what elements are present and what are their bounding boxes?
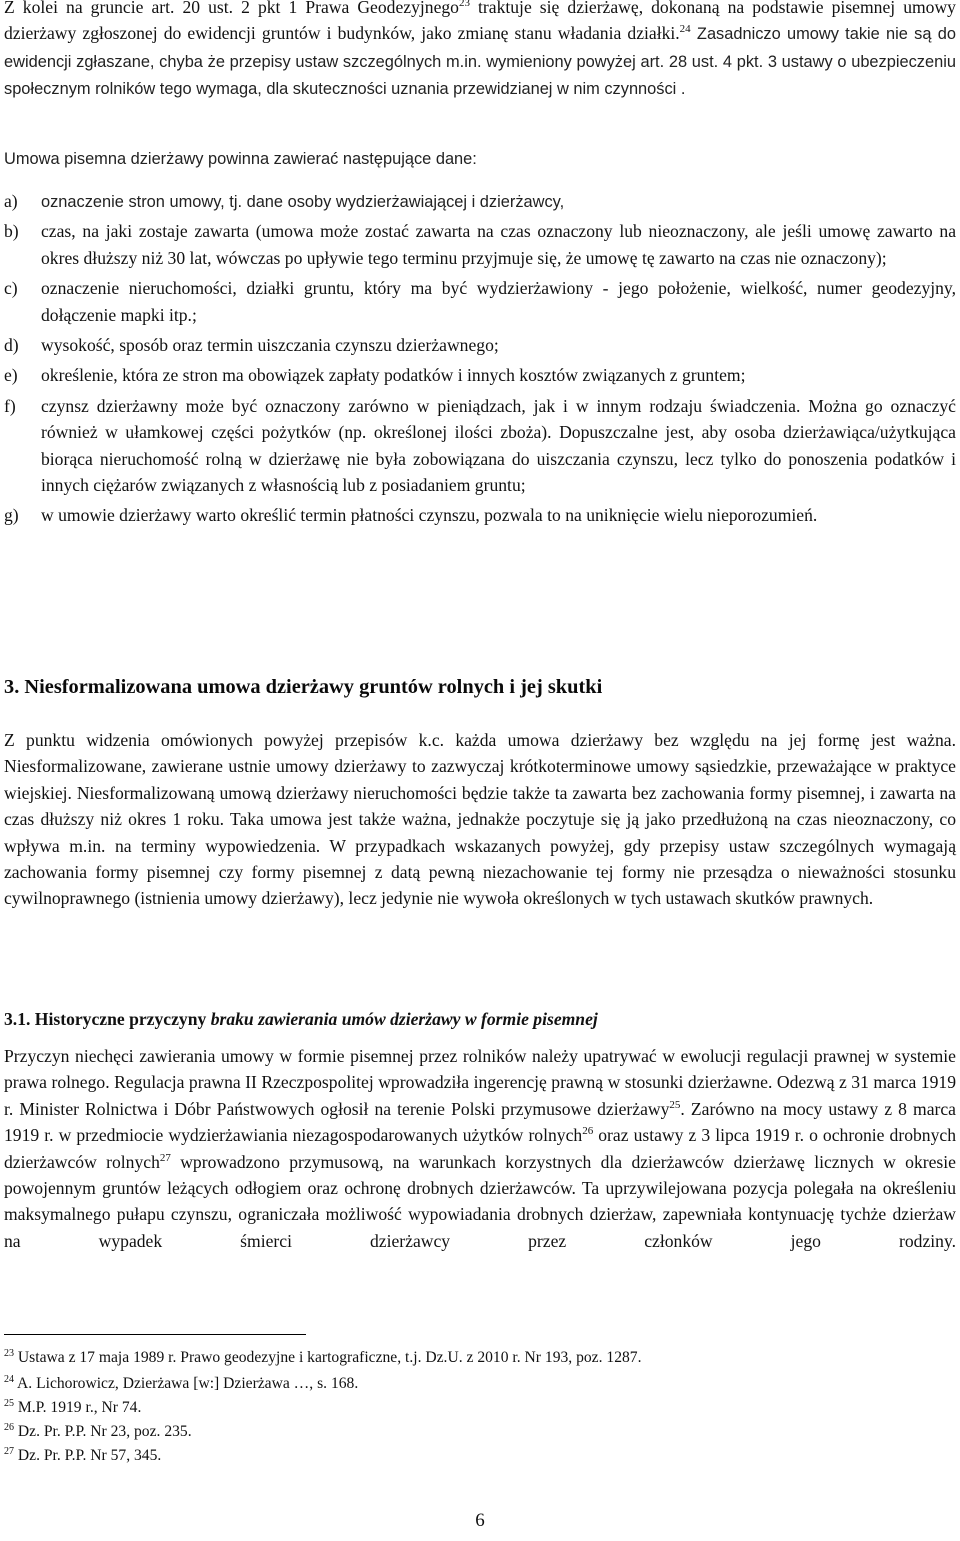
- subsection-text-1: Przyczyn niechęci zawierania umowy w formie pisemnej przez rolników należy upatrywać w ewolucji regulacji prawnej w systemie prawa rolnego. Regulacja prawna II Rzeczpospolitej wprowadziła ingerencję prawną w stosunki dzierżawne. Odezwą z 31 marca 1919 r. Minister Rolnictwa i Dóbr Państwowych ogłosił na terenie Polski przymusowe dzierżawy: [4, 1046, 956, 1119]
- list-item-label: b): [4, 221, 19, 242]
- intro-text-2: traktuje się dzierżawę, dokonaną na podstawie pisemnej umowy dzierżawy zgłoszonej do ewidencji gruntów i budynków, jako zmianę stanu władania działki.: [4, 0, 956, 44]
- footnote: [4, 1373, 358, 1395]
- footnote-ref-26: 26: [582, 1125, 594, 1138]
- list-item: [4, 188, 956, 215]
- footnote-text: Dz. Pr. P.P. Nr 23, poz. 235.: [17, 1423, 192, 1440]
- list-item-text: oznaczenie stron umowy, tj. dane osoby wydzierżawiającej i dzierżawcy,: [41, 193, 565, 211]
- list-item: [4, 218, 956, 271]
- list-item-label: a): [4, 191, 18, 211]
- list-item-text: określenie, która ze stron ma obowiązek zapłaty podatków i innych kosztów związanych z gruntem;: [41, 365, 746, 386]
- footnote-ref-23: 23: [458, 0, 470, 9]
- list-item: [4, 393, 956, 499]
- footnote: [4, 1421, 192, 1443]
- footnote-text: A. Lichorowicz, Dzierżawa [w:] Dzierżawa …, s. 168.: [17, 1375, 359, 1392]
- subsection-body: [4, 1043, 956, 1254]
- footnote-ref-24: 24: [679, 23, 691, 36]
- requirements-list: [4, 188, 956, 529]
- footnote-number: 25: [4, 1398, 14, 1409]
- list-item-text: w umowie dzierżawy warto określić termin płatności czynszu, pozwala to na uniknięcie wielu nieporozumień.: [41, 505, 818, 526]
- subsection-heading: [4, 1009, 598, 1030]
- footnote: [4, 1347, 641, 1369]
- section-heading: 3. Niesformalizowana umowa dzierżawy gruntów rolnych i jej skutki: [4, 676, 603, 698]
- list-item-label: e): [4, 365, 18, 386]
- footnote-number: 27: [4, 1446, 14, 1457]
- footnote-text: Dz. Pr. P.P. Nr 57, 345.: [17, 1447, 162, 1464]
- footnote: [4, 1397, 141, 1419]
- list-item: [4, 362, 956, 388]
- subsection-text-3: oraz ustawy z 3 lipca 1919 r. o ochronie drobnych dzierżawców rolnych: [4, 1125, 957, 1172]
- list-item-label: f): [4, 395, 16, 416]
- footnote-number: 23: [4, 1348, 14, 1359]
- subsection-number: 3.1.: [4, 1009, 31, 1029]
- subsection-text-4: wprowadzono przymusową, na warunkach korzystnych dla dzierżawców dzierżawę licznych w okresie powojennym gruntów leżących odłogiem oraz ochronę drobnych dzierżawców. Ta uprzywilejowana pozycja polegała na określeniu maksymalnego pułapu czynszu, ograniczała możliwość wypowiadania drobnych dzierżaw, zapewniała kontynuację tychże dzierżaw na wypadek śmierci dzierżawcy przez członków jego rodziny.: [4, 1151, 956, 1251]
- list-item: [4, 332, 956, 358]
- footnote-number: 24: [4, 1374, 14, 1385]
- subsection-title-italic: braku zawierania umów dzierżawy w formie pisemnej: [210, 1009, 598, 1029]
- section-body: Z punktu widzenia omówionych powyżej przepisów k.c. każda umowa dzierżawy bez względu na jej formę jest ważna. Niesformalizowane, zawierane ustnie umowy dzierżawy to zazwyczaj krótkoterminowe umowy sąsiedzkie, przeważające w praktyce wiejskiej. Niesformalizowaną umową dzierżawy nieruchomości będzie także ta zawarta bez zachowania formy pisemnej, i zawarta na czas dłuższy niż okres 1 roku. Taka umowa jest także ważna, jednakże poczytuje się ją jako przedłużoną na czas nieoznaczony, co wpływa m.in. na terminy wypowiedzenia. W przypadkach wskazanych powyżej, gdy przepisy ustaw szczególnych wymagają zachowania formy pisemnej czy formy pisemnej z datą pewną niezachowanie tej formy nie przesądza o nieważności stosunku cywilnoprawnego (istnienia umowy dzierżawy), lecz jedynie nie wywoła określonych w tych ustawach skutków prawnych.: [4, 730, 956, 909]
- list-item-text: wysokość, sposób oraz termin uiszczania czynszu dzierżawnego;: [41, 335, 499, 356]
- list-item-text: czas, na jaki zostaje zawarta (umowa może zostać zawarta na czas oznaczony lub nieoznaczony, ale jeśli umowę zawarto na okres dłuższy niż 30 lat, wówczas po upływie tego terminu przyjmuje się, że umowę tę zawarto na czas nie oznaczony);: [41, 221, 956, 268]
- footnote-ref-25: 25: [669, 1098, 681, 1111]
- list-item: [4, 275, 956, 328]
- intro-text-1: Z kolei na gruncie art. 20 ust. 2 pkt 1 Prawa Geodezyjnego: [4, 0, 459, 17]
- list-item-text: czynsz dzierżawny może być oznaczony zarówno w pieniądzach, jak i w innym rodzaju świadczenia. Można go oznaczyć również w ułamkowej części pożytków (np. określonej ilości zboża). Dopuszczalne jest, aby osoba dzierżawiąca/użytkująca biorąca nieruchomość rolną w dzierżawę nie była zobowiązana do uiszczania czynszu, lecz tylko do ponoszenia podatków i innych ciężarów związanych z własnością lub z posiadaniem gruntu;: [41, 395, 956, 496]
- list-item-label: g): [4, 505, 19, 526]
- list-item-label: d): [4, 335, 19, 356]
- footnote-separator: [4, 1334, 306, 1335]
- intro-paragraph: [4, 0, 956, 103]
- page-number: 6: [475, 1510, 485, 1531]
- list-intro: Umowa pisemna dzierżawy powinna zawierać następujące dane:: [4, 150, 477, 168]
- footnote: [4, 1445, 161, 1467]
- footnote-text: M.P. 1919 r., Nr 74.: [17, 1399, 142, 1416]
- footnote-number: 26: [4, 1422, 14, 1433]
- subsection-title-bold: Historyczne przyczyny: [30, 1009, 211, 1029]
- list-item-text: oznaczenie nieruchomości, działki gruntu, który ma być wydzierżawiony - jego położenie, wielkość, numer geodezyjny, dołączenie mapki itp.;: [41, 278, 956, 325]
- footnote-ref-27: 27: [159, 1151, 171, 1164]
- subsection-text-2: . Zarówno na mocy ustawy z 8 marca 1919 r. w przedmiocie wydzierżawiania niezagospodarowanych użytków rolnych: [4, 1098, 956, 1146]
- list-item: [4, 502, 956, 528]
- footnote-text: Ustawa z 17 maja 1989 r. Prawo geodezyjne i kartograficzne, t.j. Dz.U. z 2010 r. Nr 193, poz. 1287.: [17, 1349, 642, 1366]
- intro-text-3: Zasadniczo umowy takie nie są do ewidencji zgłaszane, chyba że przepisy ustaw szczególnych m.in. wymieniony powyżej art. 28 ust. 4 pkt. 3 ustawy o ubezpieczeniu społecznym rolników tego wymaga, dla skuteczności uznania przewidzianej w nim czynności .: [4, 25, 956, 99]
- list-item-label: c): [4, 278, 18, 299]
